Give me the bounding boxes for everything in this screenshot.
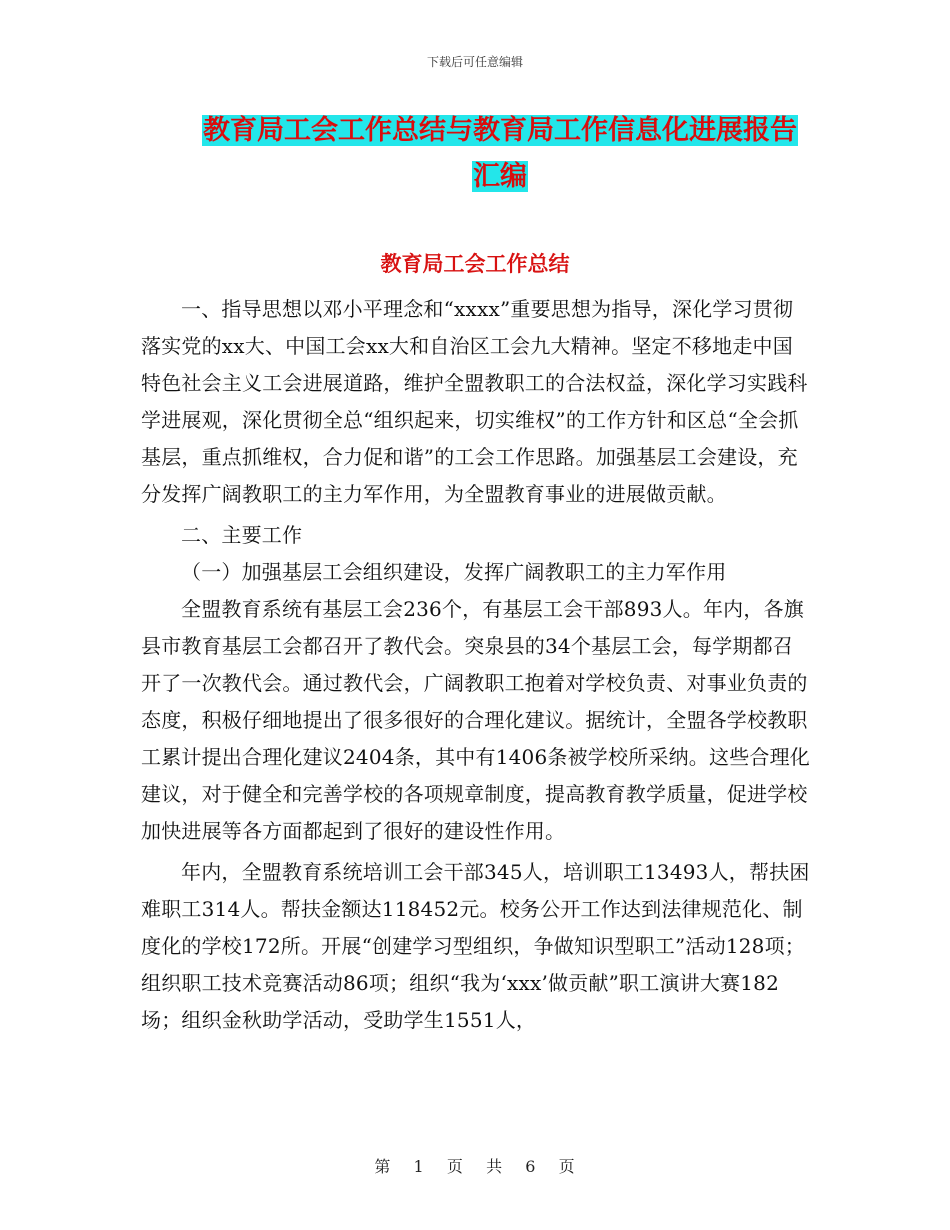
paragraph-union-organization: 全盟教育系统有基层工会236个，有基层工会干部893人。年内，各旗县市教育基层工会都召开了教代会。突泉县的34个基层工会，每学期都召开了一次教代会。通过教代会，广阔教职工抱着对学校负责、对事业负责的态度，积极仔细地提出了很多很好的合理化建议。据统计，全盟各学校教职工累计提出合理化建议2404条，其中有1406条被学校所采纳。这些合理化建议，对于健全和完善学校的各项规章制度，提高教育教学质量，促进学校加快进展等各方面都起到了很好的建设性作用。 (141, 597, 810, 843)
paragraph-guiding-thought: 一、指导思想以邓小平理念和“xxxx”重要思想为指导，深化学习贯彻落实党的xx大、中国工会xx大和自治区工会九大精神。坚定不移地走中国特色社会主义工会进展道路，维护全盟教职工的合法权益，深化学习实践科学进展观，深化贯彻全总“组织起来，切实维权”的工作方针和区总“全会抓基层，重点抓维权，合力促和谐”的工会工作思路。加强基层工会建设，充分发挥广阔教职工的主力军作用，为全盟教育事业的进展做贡献。 (141, 297, 808, 506)
paragraph-main-work-heading: 二、主要工作 (181, 523, 303, 547)
footer-page-number: 1 (413, 1157, 425, 1176)
document-title-text: 教育局工会工作总结与教育局工作信息化进展报告汇编 (203, 115, 797, 192)
document-body (141, 291, 813, 1039)
header-note: 下载后可任意编辑 (426, 55, 523, 69)
section-title: 教育局工会工作总结 (380, 252, 570, 276)
page-footer (0, 1154, 950, 1177)
paragraph-subheading-1: （一）加强基层工会组织建设，发挥广阔教职工的主力军作用 (181, 560, 727, 584)
footer-suffix: 页 (558, 1157, 576, 1176)
footer-total-label: 共 (486, 1157, 504, 1176)
footer-total-pages: 6 (525, 1157, 537, 1176)
document-title (190, 108, 810, 200)
footer-prefix: 第 (374, 1157, 392, 1176)
paragraph-annual-statistics: 年内，全盟教育系统培训工会干部345人，培训职工13493人，帮扶困难职工314人。帮扶金额达118452元。校务公开工作达到法律规范化、制度化的学校172所。开展“创建学习型组织，争做知识型职工”活动128项；组织职工技术竞赛活动86项；组织“我为‘xxx’做贡献”职工演讲大赛182场；组织金秋助学活动，受助学生1551人， (141, 860, 810, 1032)
footer-page-label: 页 (446, 1157, 464, 1176)
